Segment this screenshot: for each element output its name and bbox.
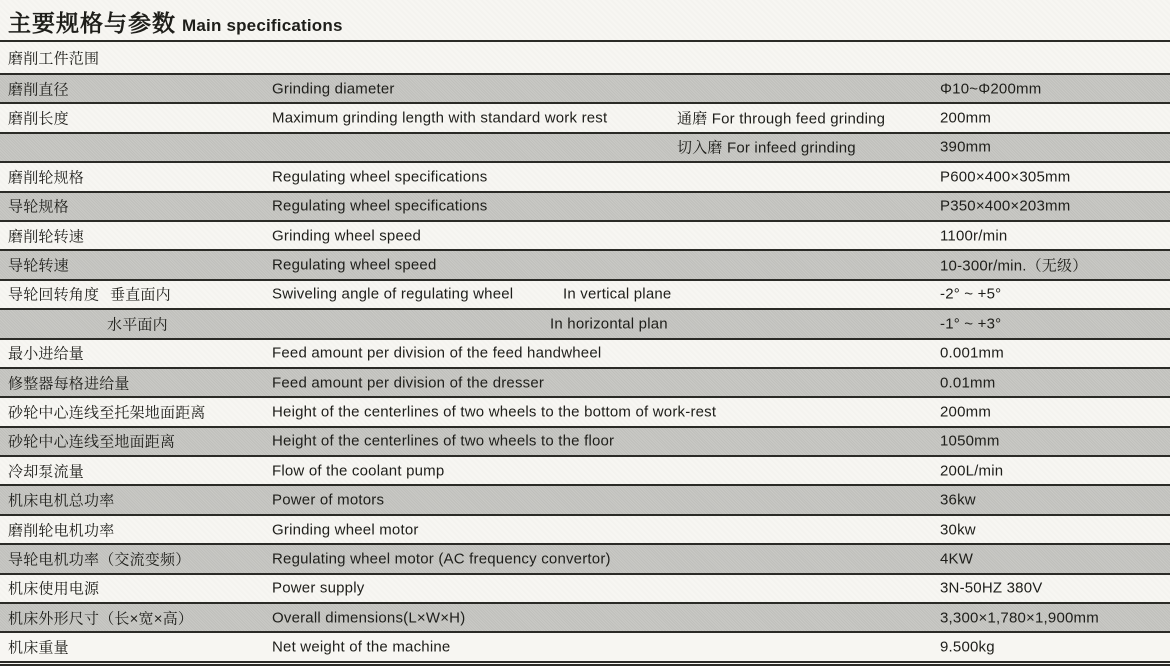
table-row: [0, 161, 1170, 190]
row-label-zh: 导轮回转角度: [8, 286, 100, 304]
row-label-en: Grinding diameter: [272, 80, 395, 98]
row-label-en: Regulating wheel motor (AC frequency convertor): [272, 550, 611, 568]
table-row: [0, 514, 1170, 543]
row-label-en: Regulating wheel specifications: [272, 168, 488, 186]
table-row: [0, 102, 1170, 131]
row-value: 3N-50HZ 380V: [940, 579, 1043, 597]
row-label-en: Flow of the coolant pump: [272, 462, 445, 480]
row-label-en: Regulating wheel speed: [272, 256, 437, 274]
table-row: [0, 367, 1170, 396]
row-label-zh: 磨削轮电机功率: [8, 522, 115, 540]
table-row: [0, 132, 1170, 161]
table-row: [0, 279, 1170, 308]
table-row: [0, 40, 1170, 73]
row-label-en: Overall dimensions(L×W×H): [272, 609, 466, 627]
page-title: [8, 5, 1170, 38]
table-row: [0, 573, 1170, 602]
table-row: [0, 631, 1170, 660]
row-value: 0.01mm: [940, 374, 996, 392]
row-label-zh: 磨削工件范围: [8, 50, 100, 67]
table-row: [0, 308, 1170, 337]
row-label-zh: 导轮转速: [8, 257, 69, 275]
row-value: 1100r/min: [940, 227, 1008, 245]
row-label-zh: 冷却泵流量: [8, 463, 85, 481]
row-label-en: Power supply: [272, 579, 365, 597]
row-label-zh: 最小进给量: [8, 345, 85, 363]
row-sublabel: 垂直面内: [110, 286, 171, 304]
row-value: 10-300r/min.（无级）: [940, 257, 1088, 275]
row-label-zh: 机床外形尺寸（长×宽×高）: [8, 610, 194, 628]
row-value: -2° ~ +5°: [940, 285, 1002, 303]
row-value: Φ10~Φ200mm: [940, 80, 1042, 98]
row-value: 9.500kg: [940, 638, 995, 656]
row-label-en: Height of the centerlines of two wheels to the floor: [272, 432, 615, 450]
row-value: 0.001mm: [940, 344, 1004, 362]
row-label-en: Regulating wheel specifications: [272, 197, 488, 215]
row-label-en: Height of the centerlines of two wheels to the bottom of work-rest: [272, 403, 717, 421]
row-sublabel: 通磨 For through feed grinding: [677, 110, 886, 128]
table-row: [0, 602, 1170, 631]
row-label-zh: 磨削直径: [8, 81, 69, 99]
row-value: 390mm: [940, 138, 992, 156]
row-label-zh: 砂轮中心连线至地面距离: [8, 433, 176, 451]
table-row: [0, 220, 1170, 249]
table-row: [0, 543, 1170, 572]
page-title-en: Main specifications: [182, 16, 343, 35]
row-sublabel: 切入磨 For infeed grinding: [677, 139, 856, 157]
row-label-zh: 修整器每格进给量: [8, 375, 130, 393]
row-value: 3,300×1,780×1,900mm: [940, 609, 1099, 627]
row-label-en: Net weight of the machine: [272, 638, 451, 656]
table-row: [0, 191, 1170, 220]
row-value: 30kw: [940, 521, 976, 539]
table-row: [0, 249, 1170, 278]
row-value: P350×400×203mm: [940, 197, 1071, 215]
row-value: P600×400×305mm: [940, 168, 1071, 186]
row-value: -1° ~ +3°: [940, 315, 1002, 333]
row-sublabel: 水平面内: [107, 316, 168, 334]
row-label-zh: 磨削长度: [8, 110, 69, 128]
table-row: [0, 455, 1170, 484]
row-value: 200L/min: [940, 462, 1004, 480]
spec-table: [0, 40, 1170, 666]
row-label-zh: 机床使用电源: [8, 580, 100, 598]
row-value: 200mm: [940, 109, 992, 127]
row-value: 36kw: [940, 491, 976, 509]
row-label-zh: 机床电机总功率: [8, 492, 115, 510]
row-sublabel: In vertical plane: [563, 285, 672, 303]
row-value: 200mm: [940, 403, 992, 421]
row-label-zh: 砂轮中心连线至托架地面距离: [8, 404, 206, 422]
row-label-zh: 磨削轮转速: [8, 228, 85, 246]
page-title-zh: 主要规格与参数: [8, 10, 176, 36]
row-value: 1050mm: [940, 432, 1000, 450]
row-label-en: Maximum grinding length with standard work rest: [272, 109, 608, 127]
row-label-en: Feed amount per division of the feed handwheel: [272, 344, 602, 362]
row-sublabel: In horizontal plan: [550, 315, 668, 333]
row-label-zh: 机床重量: [8, 639, 69, 657]
table-row: [0, 73, 1170, 102]
table-row: [0, 484, 1170, 513]
row-label-zh: 导轮规格: [8, 198, 69, 216]
table-row: [0, 338, 1170, 367]
row-label-en: Power of motors: [272, 491, 385, 509]
row-value: 4KW: [940, 550, 974, 568]
row-label-zh: 导轮电机功率（交流变频）: [8, 551, 191, 569]
row-label-zh: 磨削轮规格: [8, 169, 85, 187]
table-row: [0, 396, 1170, 425]
row-label-en: Grinding wheel speed: [272, 227, 422, 245]
table-row: [0, 426, 1170, 455]
row-label-en: Swiveling angle of regulating wheel: [272, 285, 514, 303]
row-label-en: Feed amount per division of the dresser: [272, 374, 545, 392]
row-label-en: Grinding wheel motor: [272, 521, 419, 539]
